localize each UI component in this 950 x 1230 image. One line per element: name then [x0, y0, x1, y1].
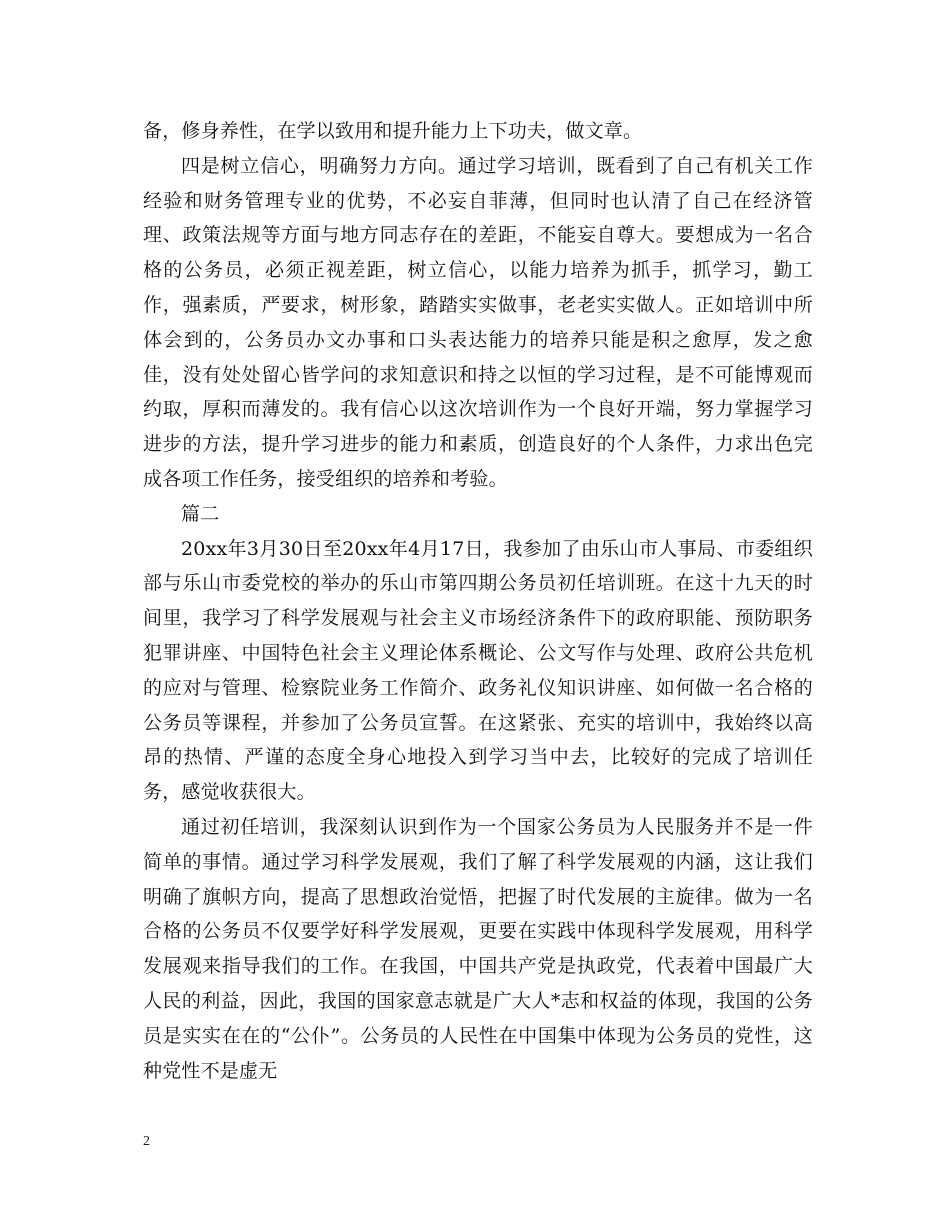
paragraph-reflection: 通过初任培训，我深刻认识到作为一个国家公务员为人民服务并不是一件简单的事情。通过学习科学发展观，我们了解了科学发展观的内涵，这让我们明确了旗帜方向，提高了思想政治觉悟，把握了时代发展的主旋律。做为一名合格的公务员不仅要学好科学发展观，更要在实践中体现科学发展观，用科学发展观来指导我们的工作。在我国，中国共产党是执政党，代表着中国最广大人民的利益，因此，我国的国家意志就是广大人*志和权益的体现，我国的公务员是实实在在的“公仆”。公务员的人民性在中国集中体现为公务员的党性，这种党性不是虚无 [143, 815, 813, 1082]
page-number: 2 [143, 1134, 150, 1149]
paragraph-continuation: 备，修身养性，在学以致用和提升能力上下功夫，做文章。 [143, 120, 643, 142]
document-body [143, 114, 813, 1088]
section-heading-part-two: 篇二 [181, 502, 220, 525]
paragraph-confidence: 四是树立信心，明确努力方向。通过学习培训，既看到了自己有机关工作经验和财务管理专业的优势，不必妄自菲薄，但同时也认清了自己在经济管理、政策法规等方面与地方同志存在的差距，不能妄自尊大。要想成为一名合格的公务员，必须正视差距，树立信心，以能力培养为抓手，抓学习，勤工作，强素质，严要求，树形象，踏踏实实做事，老老实实做人。正如培训中所体会到的，公务员办文办事和口头表达能力的培养只能是积之愈厚，发之愈佳，没有处处留心皆学问的求知意识和持之以恒的学习过程，是不可能博观而约取，厚积而薄发的。我有信心以这次培训作为一个良好开端，努力掌握学习进步的方法，提升学习进步的能力和素质，创造良好的个人条件，力求出色完成各项工作任务，接受组织的培养和考验。 [143, 154, 813, 490]
paragraph-training-summary: 20xx年3月30日至20xx年4月17日，我参加了由乐山市人事局、市委组织部与乐山市委党校的举办的乐山市第四期公务员初任培训班。在这十九天的时间里，我学习了科学发展观与社会主义市场经济条件下的政府职能、预防职务犯罪讲座、中国特色社会主义理论体系概论、公文写作与处理、政府公共危机的应对与管理、检察院业务工作简介、政务礼仪知识讲座、如何做一名合格的公务员等课程，并参加了公务员宣誓。在这紧张、充实的培训中，我始终以高昂的热情、严谨的态度全身心地投入到学习当中去，比较好的完成了培训任务，感觉收获很大。 [143, 537, 813, 804]
